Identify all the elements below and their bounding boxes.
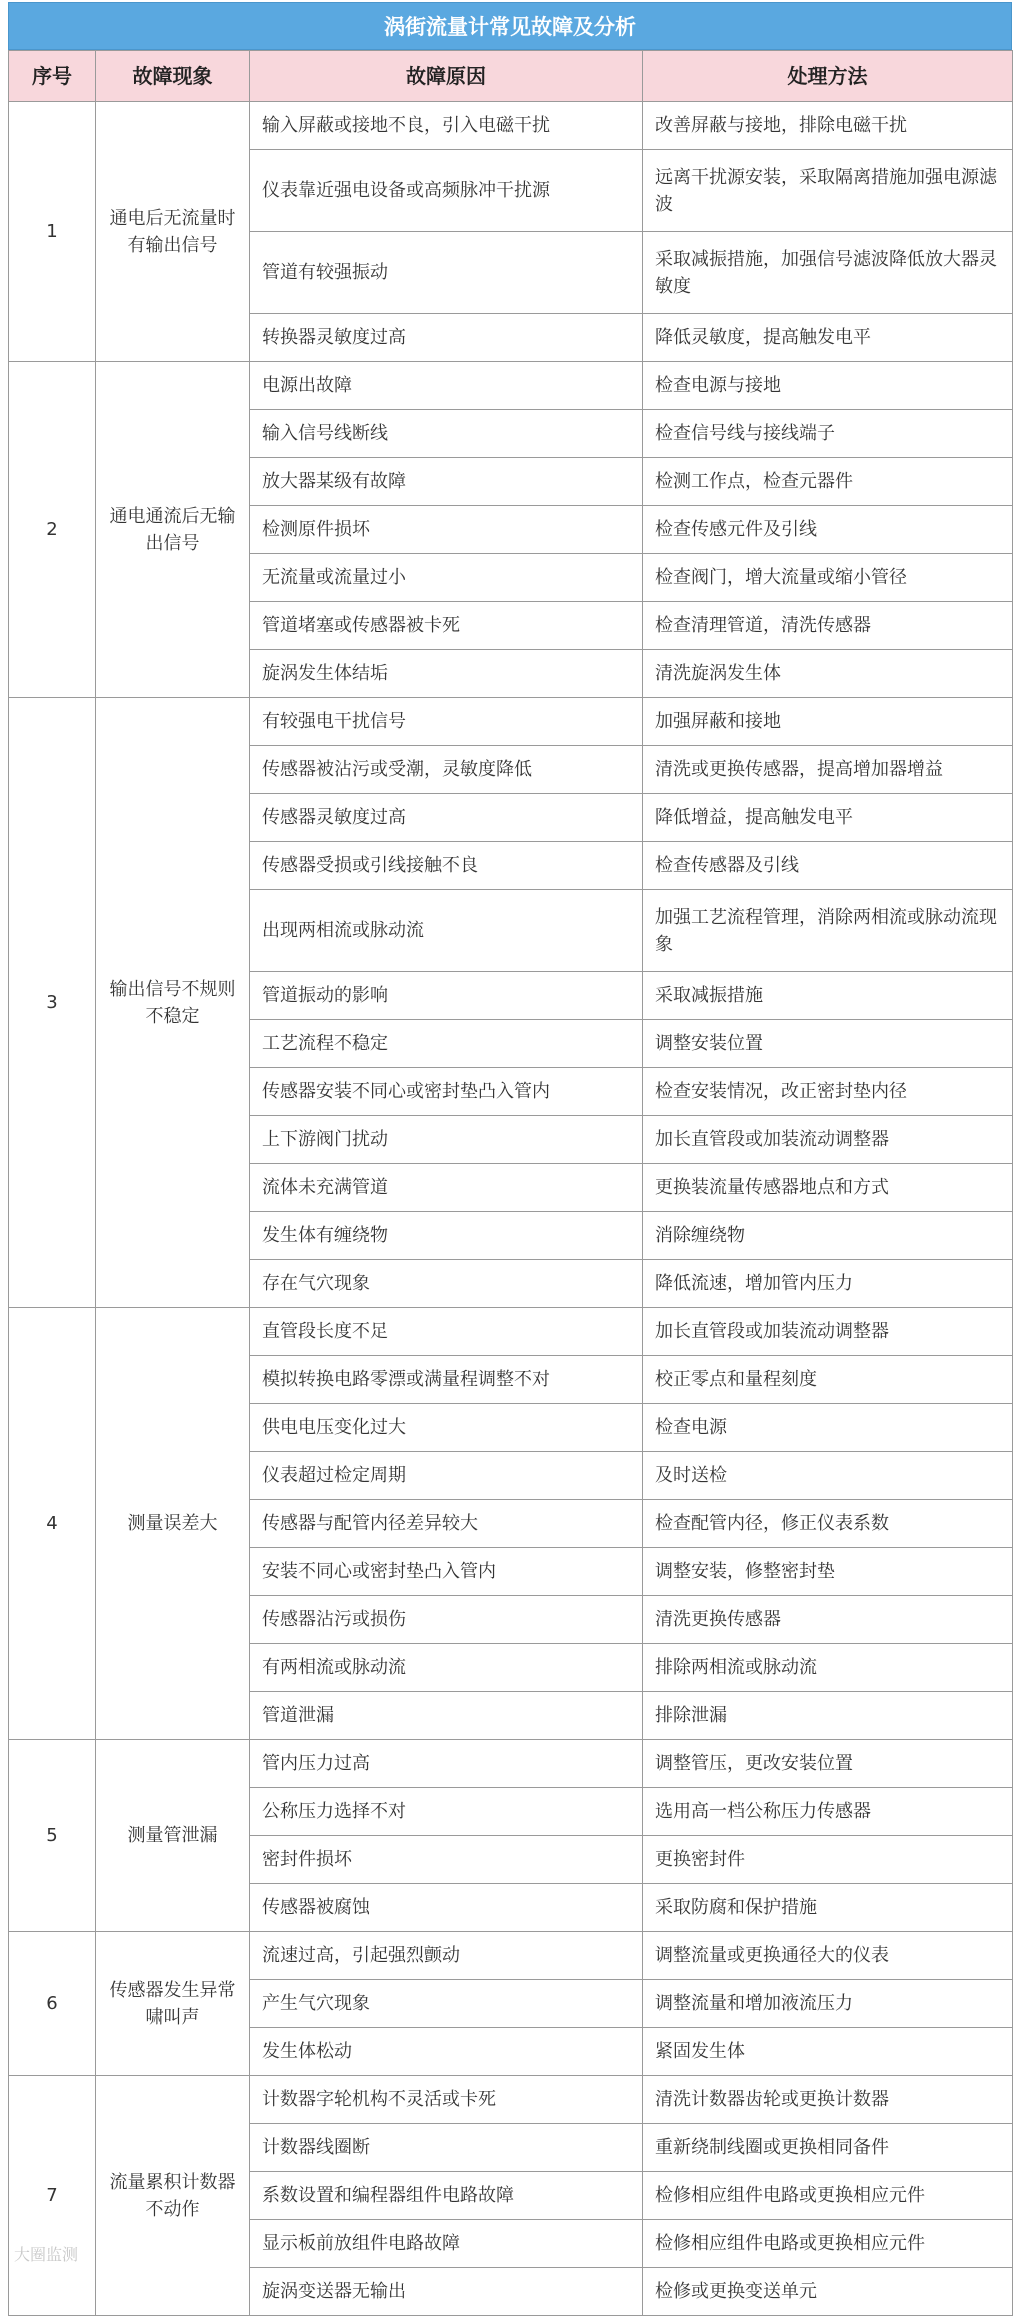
fault-cause: 转换器灵敏度过高 [250,314,643,362]
fault-cause: 传感器沾污或损伤 [250,1596,643,1644]
fix-method: 检查配管内径，修正仪表系数 [643,1500,1013,1548]
fault-cause: 放大器某级有故障 [250,458,643,506]
fix-method: 远离干扰源安装，采取隔离措施加强电源滤波 [643,150,1013,232]
fault-cause: 存在气穴现象 [250,1260,643,1308]
table-row [9,1740,1013,1788]
fix-method: 采取减振措施，加强信号滤波降低放大器灵敏度 [643,232,1013,314]
fault-cause: 传感器灵敏度过高 [250,794,643,842]
table-row [9,102,1013,150]
fault-cause: 传感器安装不同心或密封垫凸入管内 [250,1068,643,1116]
fix-method: 降低增益，提高触发电平 [643,794,1013,842]
header-no: 序号 [9,51,96,102]
fault-cause: 出现两相流或脉动流 [250,890,643,972]
fault-cause: 显示板前放组件电路故障 [250,2220,643,2268]
fix-method: 清洗旋涡发生体 [643,650,1013,698]
fix-method: 校正零点和量程刻度 [643,1356,1013,1404]
fix-method: 检查传感元件及引线 [643,506,1013,554]
table-title: 涡街流量计常见故障及分析 [8,2,1012,50]
fault-cause: 仪表超过检定周期 [250,1452,643,1500]
fault-symptom: 输出信号不规则不稳定 [96,698,250,1308]
fault-cause: 工艺流程不稳定 [250,1020,643,1068]
fault-symptom: 传感器发生异常啸叫声 [96,1932,250,2076]
fix-method: 检查清理管道，清洗传感器 [643,602,1013,650]
watermark-text: 大圈监测 [14,2245,79,2264]
fix-method: 采取减振措施 [643,972,1013,1020]
fault-cause: 流体未充满管道 [250,1164,643,1212]
fault-cause: 传感器被沾污或受潮，灵敏度降低 [250,746,643,794]
fault-cause: 计数器字轮机构不灵活或卡死 [250,2076,643,2124]
fault-cause: 发生体松动 [250,2028,643,2076]
fix-method: 选用高一档公称压力传感器 [643,1788,1013,1836]
fix-method: 重新绕制线圈或更换相同备件 [643,2124,1013,2172]
fault-cause: 旋涡变送器无输出 [250,2268,643,2316]
fault-symptom: 流量累积计数器不动作 [96,2076,250,2316]
fault-cause: 上下游阀门扰动 [250,1116,643,1164]
fault-cause: 检测原件损坏 [250,506,643,554]
fix-method: 采取防腐和保护措施 [643,1884,1013,1932]
header-fix: 处理方法 [643,51,1013,102]
row-number: 5 [9,1740,96,1932]
fault-cause: 流速过高，引起强烈颤动 [250,1932,643,1980]
fix-method: 降低流速，增加管内压力 [643,1260,1013,1308]
fault-cause: 管内压力过高 [250,1740,643,1788]
row-number: 1 [9,102,96,362]
table-row [9,1932,1013,1980]
table-body [9,102,1013,2316]
fault-symptom: 通电后无流量时有输出信号 [96,102,250,362]
fault-cause: 传感器受损或引线接触不良 [250,842,643,890]
fix-method: 消除缠绕物 [643,1212,1013,1260]
fix-method: 降低灵敏度，提高触发电平 [643,314,1013,362]
fix-method: 加长直管段或加装流动调整器 [643,1116,1013,1164]
fix-method: 排除泄漏 [643,1692,1013,1740]
table-row [9,1308,1013,1356]
fix-method: 清洗计数器齿轮或更换计数器 [643,2076,1013,2124]
fault-cause: 有较强电干扰信号 [250,698,643,746]
header-row [9,51,1013,102]
fault-cause: 传感器被腐蚀 [250,1884,643,1932]
fault-cause: 模拟转换电路零漂或满量程调整不对 [250,1356,643,1404]
fault-symptom: 通电通流后无输出信号 [96,362,250,698]
fix-method: 调整安装位置 [643,1020,1013,1068]
fix-method: 检修或更换变送单元 [643,2268,1013,2316]
fault-cause: 电源出故障 [250,362,643,410]
fault-cause: 仪表靠近强电设备或高频脉冲干扰源 [250,150,643,232]
fault-cause: 直管段长度不足 [250,1308,643,1356]
fix-method: 检查电源与接地 [643,362,1013,410]
fault-cause: 传感器与配管内径差异较大 [250,1500,643,1548]
fix-method: 调整流量或更换通径大的仪表 [643,1932,1013,1980]
fault-symptom: 测量误差大 [96,1308,250,1740]
fix-method: 更换密封件 [643,1836,1013,1884]
row-number: 7 [9,2076,96,2316]
fault-cause: 计数器线圈断 [250,2124,643,2172]
fault-cause: 旋涡发生体结垢 [250,650,643,698]
fix-method: 及时送检 [643,1452,1013,1500]
fault-cause: 输入屏蔽或接地不良，引入电磁干扰 [250,102,643,150]
fault-cause: 有两相流或脉动流 [250,1644,643,1692]
fault-cause: 无流量或流量过小 [250,554,643,602]
row-number: 3 [9,698,96,1308]
row-number: 4 [9,1308,96,1740]
fix-method: 检修相应组件电路或更换相应元件 [643,2220,1013,2268]
fix-method: 排除两相流或脉动流 [643,1644,1013,1692]
fault-symptom: 测量管泄漏 [96,1740,250,1932]
fix-method: 改善屏蔽与接地，排除电磁干扰 [643,102,1013,150]
fix-method: 加强工艺流程管理，消除两相流或脉动流现象 [643,890,1013,972]
fault-cause: 管道有较强振动 [250,232,643,314]
fault-table [8,50,1013,2316]
table-row [9,698,1013,746]
fix-method: 清洗或更换传感器，提高增加器增益 [643,746,1013,794]
fault-cause: 管道泄漏 [250,1692,643,1740]
fix-method: 调整安装，修整密封垫 [643,1548,1013,1596]
fix-method: 检测工作点，检查元器件 [643,458,1013,506]
row-number: 2 [9,362,96,698]
table-row [9,2076,1013,2124]
fix-method: 检查信号线与接线端子 [643,410,1013,458]
fault-cause: 密封件损坏 [250,1836,643,1884]
fault-cause: 系数设置和编程器组件电路故障 [250,2172,643,2220]
fix-method: 调整流量和增加液流压力 [643,1980,1013,2028]
header-cause: 故障原因 [250,51,643,102]
fault-cause: 管道振动的影响 [250,972,643,1020]
fix-method: 清洗更换传感器 [643,1596,1013,1644]
fix-method: 紧固发生体 [643,2028,1013,2076]
fault-cause: 产生气穴现象 [250,1980,643,2028]
fault-cause: 管道堵塞或传感器被卡死 [250,602,643,650]
fault-cause: 安装不同心或密封垫凸入管内 [250,1548,643,1596]
fix-method: 检查电源 [643,1404,1013,1452]
header-symptom: 故障现象 [96,51,250,102]
fix-method: 加长直管段或加装流动调整器 [643,1308,1013,1356]
fault-cause: 供电电压变化过大 [250,1404,643,1452]
fault-table-container [8,2,1012,2316]
fix-method: 加强屏蔽和接地 [643,698,1013,746]
fault-cause: 发生体有缠绕物 [250,1212,643,1260]
fix-method: 调整管压，更改安装位置 [643,1740,1013,1788]
fix-method: 检修相应组件电路或更换相应元件 [643,2172,1013,2220]
row-number: 6 [9,1932,96,2076]
fix-method: 检查阀门，增大流量或缩小管径 [643,554,1013,602]
fault-cause: 输入信号线断线 [250,410,643,458]
fix-method: 更换装流量传感器地点和方式 [643,1164,1013,1212]
fix-method: 检查传感器及引线 [643,842,1013,890]
fix-method: 检查安装情况，改正密封垫内径 [643,1068,1013,1116]
fault-cause: 公称压力选择不对 [250,1788,643,1836]
table-row [9,362,1013,410]
